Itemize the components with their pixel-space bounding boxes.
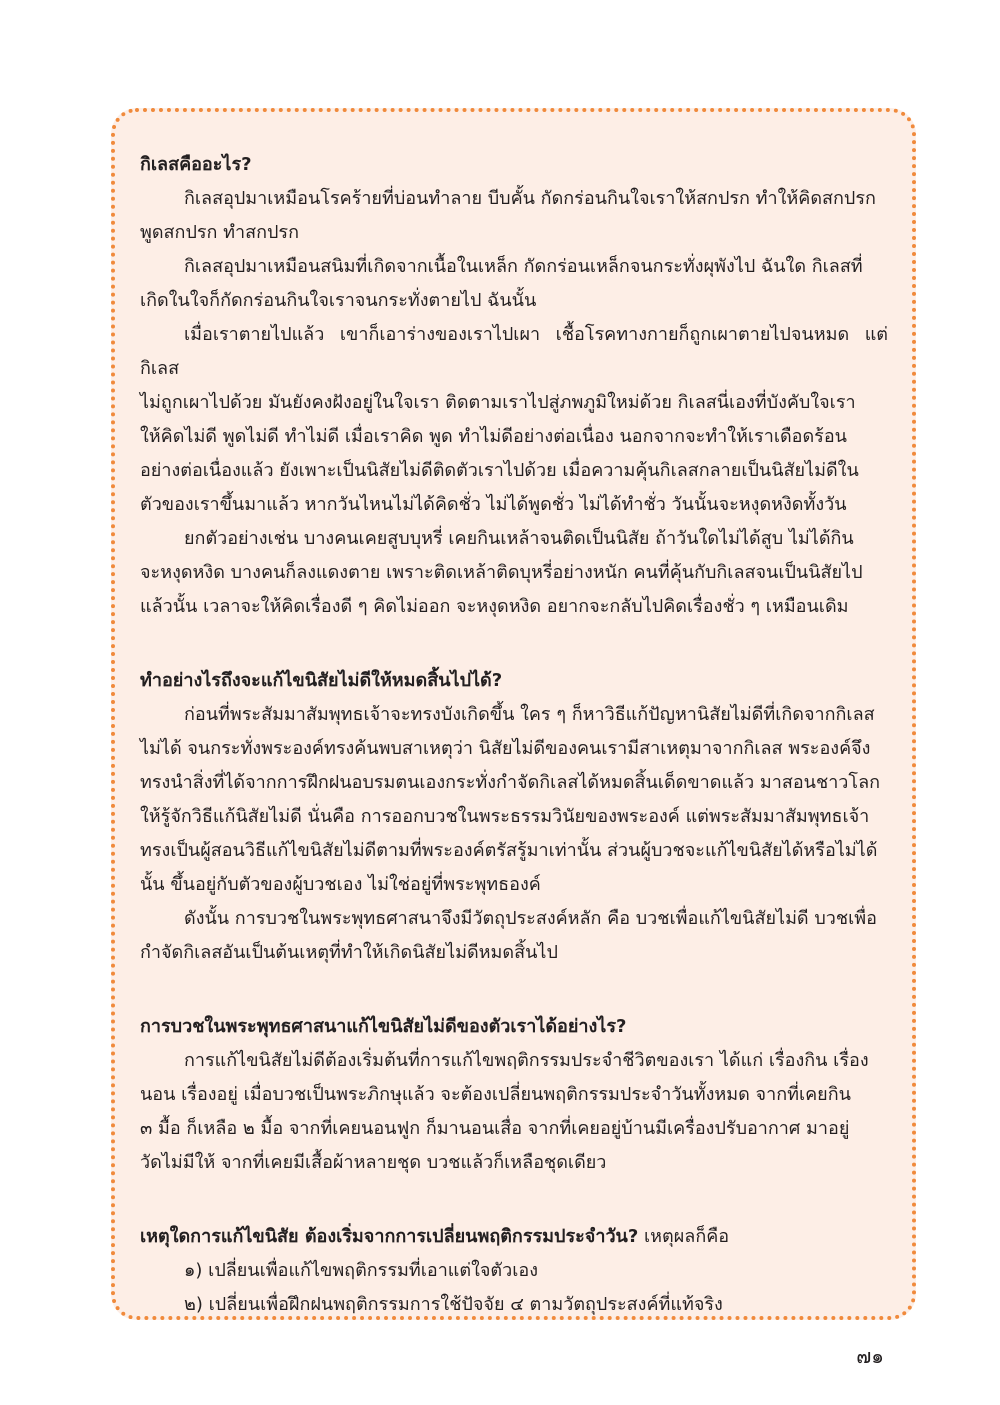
list-item: ๒) เปลี่ยนเพื่อฝึกฝนพฤติกรรมการใช้ปัจจัย ๔ ตามวัตถุประสงค์ที่แท้จริง	[184, 1294, 723, 1315]
paragraph: กิเลสอุปมาเหมือนโรคร้ายที่บ่อนทำลาย บีบคั้น กัดกร่อนกินใจเราให้สกปรก ทำให้คิดสกปรก พูดสกปรก ทำสกปรก	[140, 188, 876, 243]
section-heading: ทำอย่างไรถึงจะแก้ไขนิสัยไม่ดีให้หมดสิ้นไปได้?	[140, 670, 503, 691]
paragraph: ก่อนที่พระสัมมาสัมพุทธเจ้าจะทรงบังเกิดขึ้น ใคร ๆ ก็หาวิธีแก้ปัญหานิสัยไม่ดีที่เกิดจากกิเลส ไม่ได้ จนกระทั่งพระองค์ทรงค้นพบสาเหตุว่า นิสัยไม่ดีของคนเรามีสาเหตุมาจากกิเลส พระองค์จึง ทรงนำสิ่งที่ได้จากการฝึกฝนอบรมตนเองกระทั่งกำจัดกิเลสได้หมดสิ้นเด็ดขาดแล้ว มาสอนชาวโลก ให้รู้จักวิธีแก้นิสัยไม่ดี นั่นคือ การออกบวชในพระธรรมวินัยของพระองค์ แต่พระสัมมาสัมพุทธเจ้า ทรงเป็นผู้สอนวิธีแก้ไขนิสัยไม่ดีตามที่พระองค์ตรัสรู้มาเท่านั้น ส่วนผู้บวชจะแก้ไขนิสัยได้หรือไม่ได้ นั้น ขึ้นอยู่กับตัวของผู้บวชเอง ไม่ใช่อยู่ที่พระพุทธองค์	[140, 704, 881, 895]
section-heading: การบวชในพระพุทธศาสนาแก้ไขนิสัยไม่ดีของตัวเราได้อย่างไร?	[140, 1016, 627, 1037]
paragraph: ดังนั้น การบวชในพระพุทธศาสนาจึงมีวัตถุประสงค์หลัก คือ บวชเพื่อแก้ไขนิสัยไม่ดี บวชเพื่อ กำจัดกิเลสอันเป็นต้นเหตุที่ทำให้เกิดนิสัยไม่ดีหมดสิ้นไป	[140, 908, 877, 963]
section-spacer	[140, 1180, 888, 1220]
paragraph: กิเลสอุปมาเหมือนสนิมที่เกิดจากเนื้อในเหล็ก กัดกร่อนเหล็กจนกระทั่งผุพังไป ฉันใด กิเลสที่ เกิดในใจก็กัดกร่อนกินใจเราจนกระทั่งตายไป ฉันนั้น	[140, 256, 863, 311]
section-heading-with-suffix	[140, 1220, 888, 1254]
section-heading: กิเลสคืออะไร?	[140, 154, 252, 175]
page-content	[140, 148, 888, 1322]
section-spacer	[140, 970, 888, 1010]
paragraph: เมื่อเราตายไปแล้ว เขาก็เอาร่างของเราไปเผา เชื้อโรคทางกายก็ถูกเผาตายไปจนหมด แต่กิเลส ไม่ถูกเผาไปด้วย มันยังคงฝังอยู่ในใจเรา ติดตามเราไปสู่ภพภูมิใหม่ด้วย กิเลสนี่เองที่บังคับใจเรา ให้คิดไม่ดี พูดไม่ดี ทำไม่ดี เมื่อเราคิด พูด ทำไม่ดีอย่างต่อเนื่อง นอกจากจะทำให้เราเดือดร้อน อย่างต่อเนื่องแล้ว ยังเพาะเป็นนิสัยไม่ดีติดตัวเราไปด้วย เมื่อความคุ้นกิเลสกลายเป็นนิสัยไม่ดีใน ตัวของเราขึ้นมาแล้ว หากวันไหนไม่ได้คิดชั่ว ไม่ได้พูดชั่ว ไม่ได้ทำชั่ว วันนั้นจะหงุดหงิดทั้งวัน	[140, 324, 888, 515]
section-heading-text: เหตุใดการแก้ไขนิสัย ต้องเริ่มจากการเปลี่ยนพฤติกรรมประจำวัน?	[140, 1226, 639, 1247]
paragraph: การแก้ไขนิสัยไม่ดีต้องเริ่มต้นที่การแก้ไขพฤติกรรมประจำชีวิตของเรา ได้แก่ เรื่องกิน เรื่อง นอน เรื่องอยู่ เมื่อบวชเป็นพระภิกษุแล้ว จะต้องเปลี่ยนพฤติกรรมประจำวันทั้งหมด จากที่เคยกิน ๓ มื้อ ก็เหลือ ๒ มื้อ จากที่เคยนอนฟูก ก็มานอนเสื่อ จากที่เคยอยู่บ้านมีเครื่องปรับอากาศ มาอยู่ วัดไม่มีให้ จากที่เคยมีเสื้อผ้าหลายชุด บวชแล้วก็เหลือชุดเดียว	[140, 1050, 869, 1173]
page-number: ๗๑	[856, 1344, 884, 1368]
section-spacer	[140, 624, 888, 664]
section-heading-suffix: เหตุผลก็คือ	[638, 1226, 730, 1247]
paragraph: ยกตัวอย่างเช่น บางคนเคยสูบบุหรี่ เคยกินเหล้าจนติดเป็นนิสัย ถ้าวันใดไม่ได้สูบ ไม่ได้กิน จะหงุดหงิด บางคนก็ลงแดงตาย เพราะติดเหล้าติดบุหรี่อย่างหนัก คนที่คุ้นกับกิเลสจนเป็นนิสัยไป แล้วนั้น เวลาจะให้คิดเรื่องดี ๆ คิดไม่ออก จะหงุดหงิด อยากจะกลับไปคิดเรื่องชั่ว ๆ เหมือนเดิม	[140, 528, 863, 617]
list-item: ๑) เปลี่ยนเพื่อแก้ไขพฤติกรรมที่เอาแต่ใจตัวเอง	[184, 1260, 538, 1281]
